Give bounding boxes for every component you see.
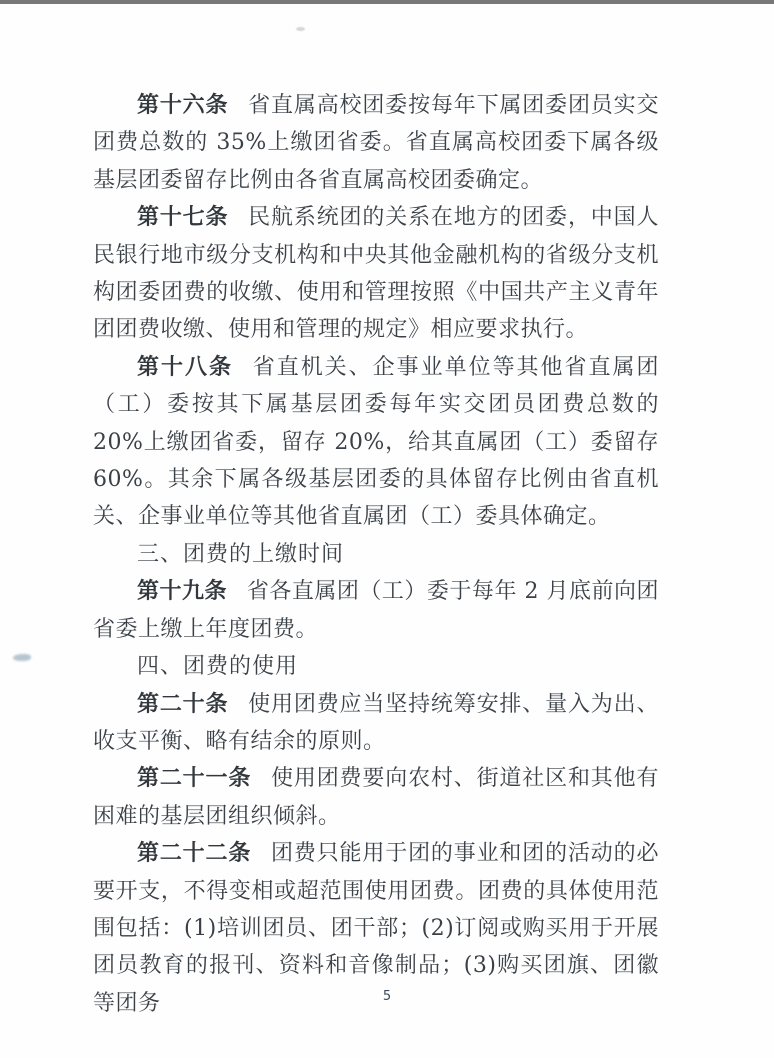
article-17-number: 第十七条 (137, 204, 229, 231)
article-20-number: 第二十条 (137, 690, 229, 717)
article-18 (93, 349, 659, 536)
article-16-text: 省直属高校团委按每年下属团委团员实交团费总数的 35%上缴团省委。省直属高校团委下属各级基层团委留存比例由各省直属高校团委确定。 (93, 93, 659, 193)
article-20 (93, 686, 659, 761)
scan-edge-bar (0, 0, 774, 4)
article-22-number: 第二十二条 (137, 840, 252, 867)
document-text-block (93, 87, 659, 1022)
article-22-text: 团费只能用于团的事业和团的活动的必要开支，不得变相或超范围使用团费。团费的具体使用范围包括：(1)培训团员、团干部；(2)订阅或购买用于开展团员教育的报刊、资料和音像制品；(3)购买团旗、团徽等团务 (93, 841, 659, 1016)
section-heading-4 (93, 648, 659, 685)
article-18-number: 第十八条 (137, 353, 233, 380)
section-heading-3 (93, 536, 659, 573)
page-number: 5 (382, 989, 392, 1004)
article-16-number: 第十六条 (137, 92, 229, 118)
article-17-text: 民航系统团的关系在地方的团委，中国人民银行地市级分支机构和中央其他金融机构的省级分支机构团委团费的收缴、使用和管理按照《中国共产主义青年团团费收缴、使用和管理的规定》相应要求执行。 (93, 205, 659, 343)
section-heading-4-text: 四、团费的使用 (137, 654, 299, 680)
article-21-number: 第二十一条 (137, 765, 252, 792)
article-19 (93, 573, 659, 648)
article-19-number: 第十九条 (137, 578, 228, 605)
article-21-text: 使用团费要向农村、街道社区和其他有困难的基层团组织倾斜。 (93, 766, 659, 829)
scan-artifact-speck (296, 27, 305, 31)
scan-artifact-smudge (13, 654, 31, 661)
article-16 (93, 87, 659, 199)
article-17 (93, 199, 659, 349)
article-20-text: 使用团费应当坚持统筹安排、量入为出、收支平衡、略有结余的原则。 (93, 691, 659, 754)
section-heading-3-text: 三、团费的上缴时间 (137, 541, 345, 567)
article-21 (93, 760, 659, 835)
article-18-text: 省直机关、企事业单位等其他省直属团（工）委按其下属基层团委每年实交团员团费总数的 20%上缴团省委，留存 20%，给其直属团（工）委留存 60%。其余下属各级基层团委的具体留存比例由省直机关、企事业单位等其他省直属团（工）委具体确定。 (93, 354, 659, 530)
article-19-text: 省各直属团（工）委于每年 2 月底前向团省委上缴上年度团费。 (93, 579, 659, 642)
